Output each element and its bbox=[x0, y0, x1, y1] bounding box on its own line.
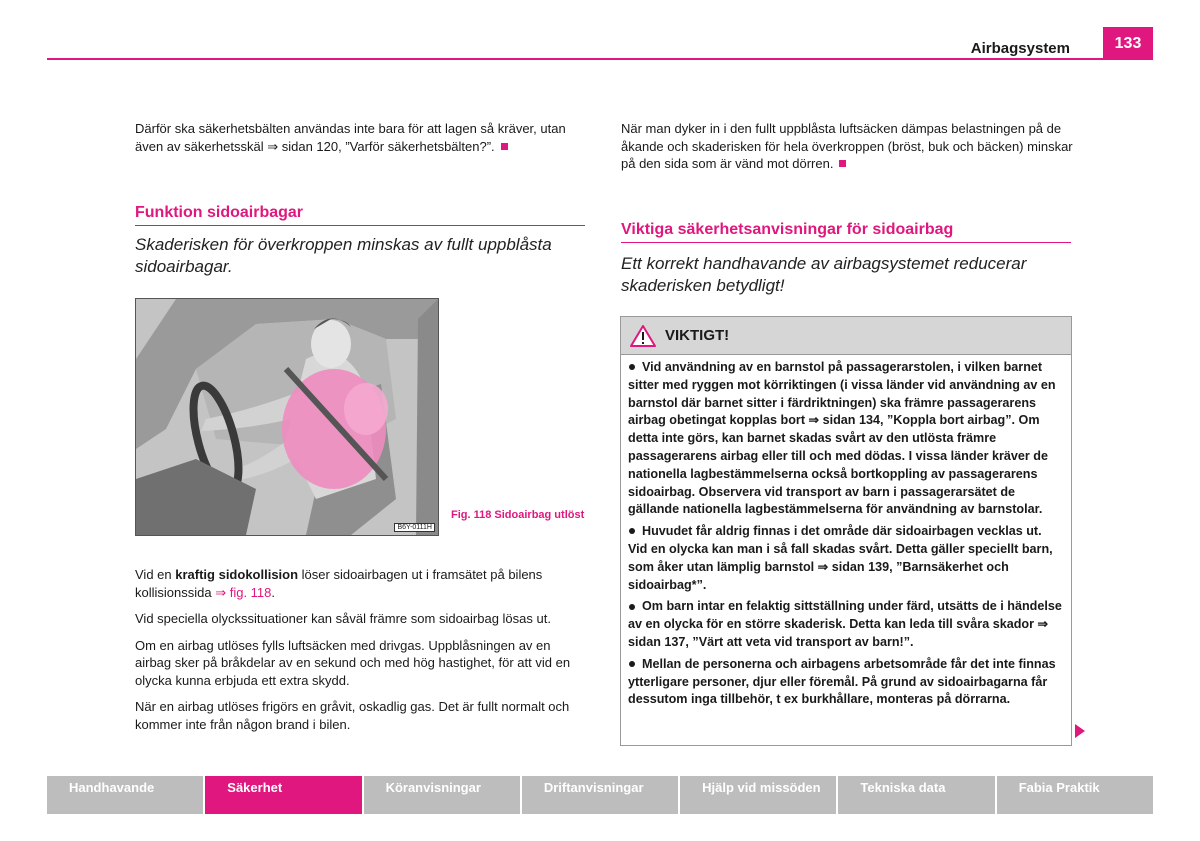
right-intro-block bbox=[621, 120, 1073, 173]
figure-code: B6Y-0111H bbox=[394, 523, 435, 532]
warning-title: VIKTIGT! bbox=[665, 327, 730, 344]
body-paragraph-3: Om en airbag utlöses fylls luftsäcken med drivgas. Uppblåsningen av en airbag sker på bråkdelar av en sekund och med hög hastighet, för att vid en olycka kunna erbjuda ett extra skydd. bbox=[135, 637, 571, 688]
left-section bbox=[135, 204, 585, 278]
warning-header bbox=[621, 317, 1071, 355]
right-heading: Viktiga säkerhetsanvisningar för sidoairbag bbox=[621, 221, 1071, 243]
bullet-icon bbox=[629, 604, 635, 610]
warning-item-text: Mellan de personerna och airbagens arbetsområde får det inte finnas ytterligare personer, djur eller föremål. På grund av sidoairbagarna får dessutom inga tillbehör, t ex burkhållare, monteras på dörrarna. bbox=[628, 656, 1056, 707]
nav-tab-driftanvisningar[interactable]: Driftanvisningar bbox=[522, 776, 678, 814]
warning-item bbox=[628, 598, 1063, 651]
body-paragraph-4: När en airbag utlöses frigörs en gråvit, oskadlig gas. Det är fullt normalt och kommer inte från någon brand i bilen. bbox=[135, 699, 570, 732]
warning-body bbox=[621, 355, 1071, 709]
continue-arrow-icon[interactable] bbox=[1075, 724, 1085, 738]
right-intro-paragraph bbox=[621, 120, 1073, 173]
left-intro-text: Därför ska säkerhetsbälten användas inte bara för att lagen så kräver, utan även av säkerhetsskäl ⇒ sidan 120, ”Varför säkerhetsbälten?”. bbox=[135, 121, 566, 154]
left-body bbox=[135, 566, 587, 733]
right-section bbox=[621, 221, 1071, 297]
body-paragraph-2: Vid speciella olyckssituationer kan såväl främre som sidoairbag lösas ut. bbox=[135, 611, 551, 626]
end-mark-icon bbox=[839, 160, 846, 167]
right-intro-text: När man dyker in i den fullt uppblåsta luftsäcken dämpas belastningen på de åkande och skaderisken för hela överkroppen (bröst, buk och bäcken) minskar på den sida som är vänd mot dörren. bbox=[621, 121, 1073, 171]
bullet-icon bbox=[629, 364, 635, 370]
bullet-icon bbox=[629, 528, 635, 534]
warning-item-text: Huvudet får aldrig finnas i det område där sidoairbagen vecklas ut. Vid en olycka kan man i så fall skadas svårt. Detta gäller speciellt barn, som åker utan lämplig barnstol ⇒ sidan 139, ”Barnsäkerhet och sidoairbag*”. bbox=[628, 524, 1053, 592]
nav-tab-fabia-praktik[interactable]: Fabia Praktik bbox=[997, 776, 1153, 814]
figure-link[interactable]: ⇒ fig. 118 bbox=[215, 584, 272, 600]
warning-item bbox=[628, 656, 1063, 709]
p1-text-mid: löser sidoairbagen ut i framsätet på bilens kollisionssida bbox=[135, 567, 543, 600]
nav-tab-koranvisningar[interactable]: Köranvisningar bbox=[364, 776, 520, 814]
nav-tab-hjalp-vid-missoden[interactable]: Hjälp vid missöden bbox=[680, 776, 836, 814]
nav-tab-handhavande[interactable]: Handhavande bbox=[47, 776, 203, 814]
side-airbag-illustration bbox=[136, 299, 438, 535]
body-paragraph-1 bbox=[135, 566, 587, 601]
figure-caption: Fig. 118 Sidoairbag utlöst bbox=[451, 509, 585, 521]
p1-text-start: Vid en bbox=[135, 567, 176, 582]
chapter-nav bbox=[47, 776, 1153, 814]
warning-item bbox=[628, 523, 1063, 594]
airbag-figure bbox=[135, 298, 439, 536]
section-title: Airbagsystem bbox=[970, 40, 1070, 57]
left-lead: Skaderisken för överkroppen minskas av fullt uppblåsta sidoairbagar. bbox=[135, 235, 552, 276]
page-number: 133 bbox=[1103, 27, 1153, 60]
warning-item-text: Vid användning av en barnstol på passagerarstolen, i vilken barnet sitter med ryggen mot körriktingen (i vissa länder vid användning av en barnstol där barnet sitter i färdriktningen) ska främre passagerarens airbag obetingat kopplas bort ⇒ sidan 134, ”Koppla bort airbag”. Om detta inte görs, kan barnet skadas svårt av den utlösta främre passagerarens airbag eller till och med dödas. I vissa länder kräver de nationella lagbestämmelserna också bortkoppling av passagerarens sidoairbag. Observera vid transport av barn i passagerarsätet de gällande nationella lagbestämmelserna för användning av barnstolar. bbox=[628, 360, 1056, 517]
warning-triangle-icon bbox=[629, 324, 657, 348]
header-rule bbox=[47, 58, 1153, 60]
bullet-icon bbox=[629, 661, 635, 667]
warning-item-text: Om barn intar en felaktig sittställning under färd, utsätts de i händelse av en olycka för en större skaderisk. Detta kan leda till svåra skador ⇒ sidan 137, ”Värt att veta vid transport av barn!”. bbox=[628, 599, 1062, 649]
p1-text-end: . bbox=[271, 584, 276, 600]
nav-tab-tekniska-data[interactable]: Tekniska data bbox=[838, 776, 994, 814]
end-mark-icon bbox=[501, 143, 508, 150]
warning-item bbox=[628, 359, 1063, 519]
p1-bold: kraftig sidokollision bbox=[175, 567, 299, 582]
right-lead: Ett korrekt handhavande av airbagsystemet reducerar skaderisken betydligt! bbox=[621, 254, 1027, 295]
nav-tab-sakerhet[interactable]: Säkerhet bbox=[205, 776, 361, 814]
left-heading: Funktion sidoairbagar bbox=[135, 204, 585, 226]
warning-box bbox=[620, 316, 1072, 746]
left-intro-block bbox=[135, 120, 587, 155]
left-intro-paragraph bbox=[135, 120, 587, 155]
